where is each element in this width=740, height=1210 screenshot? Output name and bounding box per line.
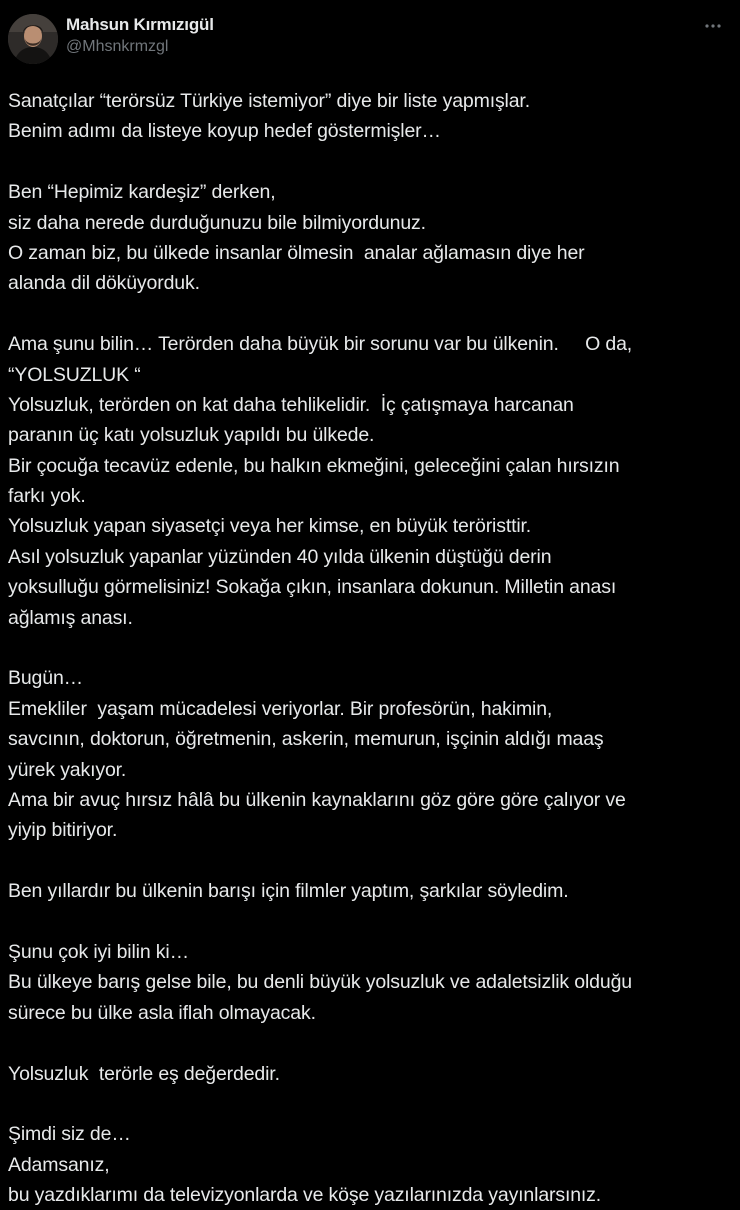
avatar-portrait-icon [8, 14, 58, 64]
tweet-text-line: yiyip bitiriyor. [8, 819, 118, 842]
tweet-text-line: Sanatçılar “terörsüz Türkiye istemiyor” diye bir liste yapmışlar. [8, 90, 530, 112]
tweet-text-line: siz daha nerede durduğunuzu bile bilmiyordunuz. [8, 211, 426, 234]
tweet-text-line: O zaman biz, bu ülkede insanlar ölmesin analar ağlamasın diye her [8, 241, 585, 264]
tweet-text-line: Yolsuzluk yapan siyasetçi veya her kimse, en büyük teröristtir. [8, 515, 532, 538]
tweet-text-line: paranın üç katı yolsuzluk yapıldı bu ülkede. [8, 424, 375, 447]
tweet-text-line: Ben “Hepimiz kardeşiz” derken, [8, 181, 276, 204]
paragraph-gap [8, 299, 724, 329]
paragraph-gap [8, 1028, 724, 1058]
paragraph-gap [8, 633, 724, 663]
tweet-text-line: yürek yakıyor. [8, 758, 127, 781]
tweet-text-line: Şimdi siz de… [8, 1123, 131, 1146]
tweet-text-line: alanda dil döküyorduk. [8, 272, 200, 295]
paragraph-gap [8, 1089, 724, 1119]
tweet-header [8, 12, 732, 64]
tweet-text-line: ağlamış anası. [8, 606, 133, 629]
tweet-text-line: savcının, doktorun, öğretmenin, askerin, memurun, işçinin aldığı maaş [8, 728, 604, 751]
tweet-text-line: Bir çocuğa tecavüz edenle, bu halkın ekmeğini, geleceğini çalan hırsızın [8, 454, 620, 477]
author-names [66, 15, 214, 58]
tweet-text-line: farkı yok. [8, 485, 86, 508]
tweet-text-line: yoksulluğu görmelisiniz! Sokağa çıkın, insanlara dokunun. Milletin anası [8, 576, 617, 599]
more-horizontal-icon [698, 14, 728, 38]
tweet-text-line: Emekliler yaşam mücadelesi veriyorlar. Bir profesörün, hakimin, [8, 697, 553, 720]
tweet-text-line: Benim adımı da listeye koyup hedef göstermişler… [8, 120, 441, 143]
tweet-text-line: Ama şunu bilin… Terörden daha büyük bir sorunu var bu ülkenin. O da, [8, 333, 633, 356]
more-options-button[interactable] [698, 14, 728, 38]
tweet-text-line: Bugün… [8, 667, 83, 690]
tweet-text-line: Bu ülkeye barış gelse bile, bu denli büyük yolsuzluk ve adaletsizlik olduğu [8, 971, 632, 994]
tweet-text-line: bu yazdıklarımı da televizyonlarda ve köşe yazılarınızda yayınlarsınız. [8, 1184, 602, 1207]
tweet-text-line: Ama bir avuç hırsız hâlâ bu ülkenin kaynaklarını göz göre göre çalıyor ve [8, 788, 626, 811]
paragraph-gap [8, 846, 724, 876]
tweet-text-line: “YOLSUZLUK “ [8, 363, 141, 386]
tweet-text-line: Yolsuzluk terörle eş değerdedir. [8, 1062, 280, 1085]
tweet-text-line: Ben yıllardır bu ülkenin barışı için filmler yaptım, şarkılar söyledim. [8, 880, 569, 903]
paragraph-gap [8, 907, 724, 937]
avatar[interactable] [8, 14, 58, 64]
tweet-text-line: Asıl yolsuzluk yapanlar yüzünden 40 yılda ülkenin düştüğü derin [8, 545, 552, 568]
paragraph-gap [8, 147, 724, 177]
tweet-text-line: sürece bu ülke asla iflah olmayacak. [8, 1001, 316, 1024]
tweet-text-line: Adamsanız, [8, 1153, 110, 1176]
author-display-name[interactable]: Mahsun Kırmızıgül [66, 15, 214, 34]
tweet-text-line: Yolsuzluk, terörden on kat daha tehlikelidir. İç çatışmaya harcanan [8, 393, 574, 416]
tweet-text-line: Şunu çok iyi bilin ki… [8, 940, 189, 963]
author-handle[interactable]: @Mhsnkrmzgl [66, 38, 169, 55]
tweet-text [8, 86, 724, 1210]
